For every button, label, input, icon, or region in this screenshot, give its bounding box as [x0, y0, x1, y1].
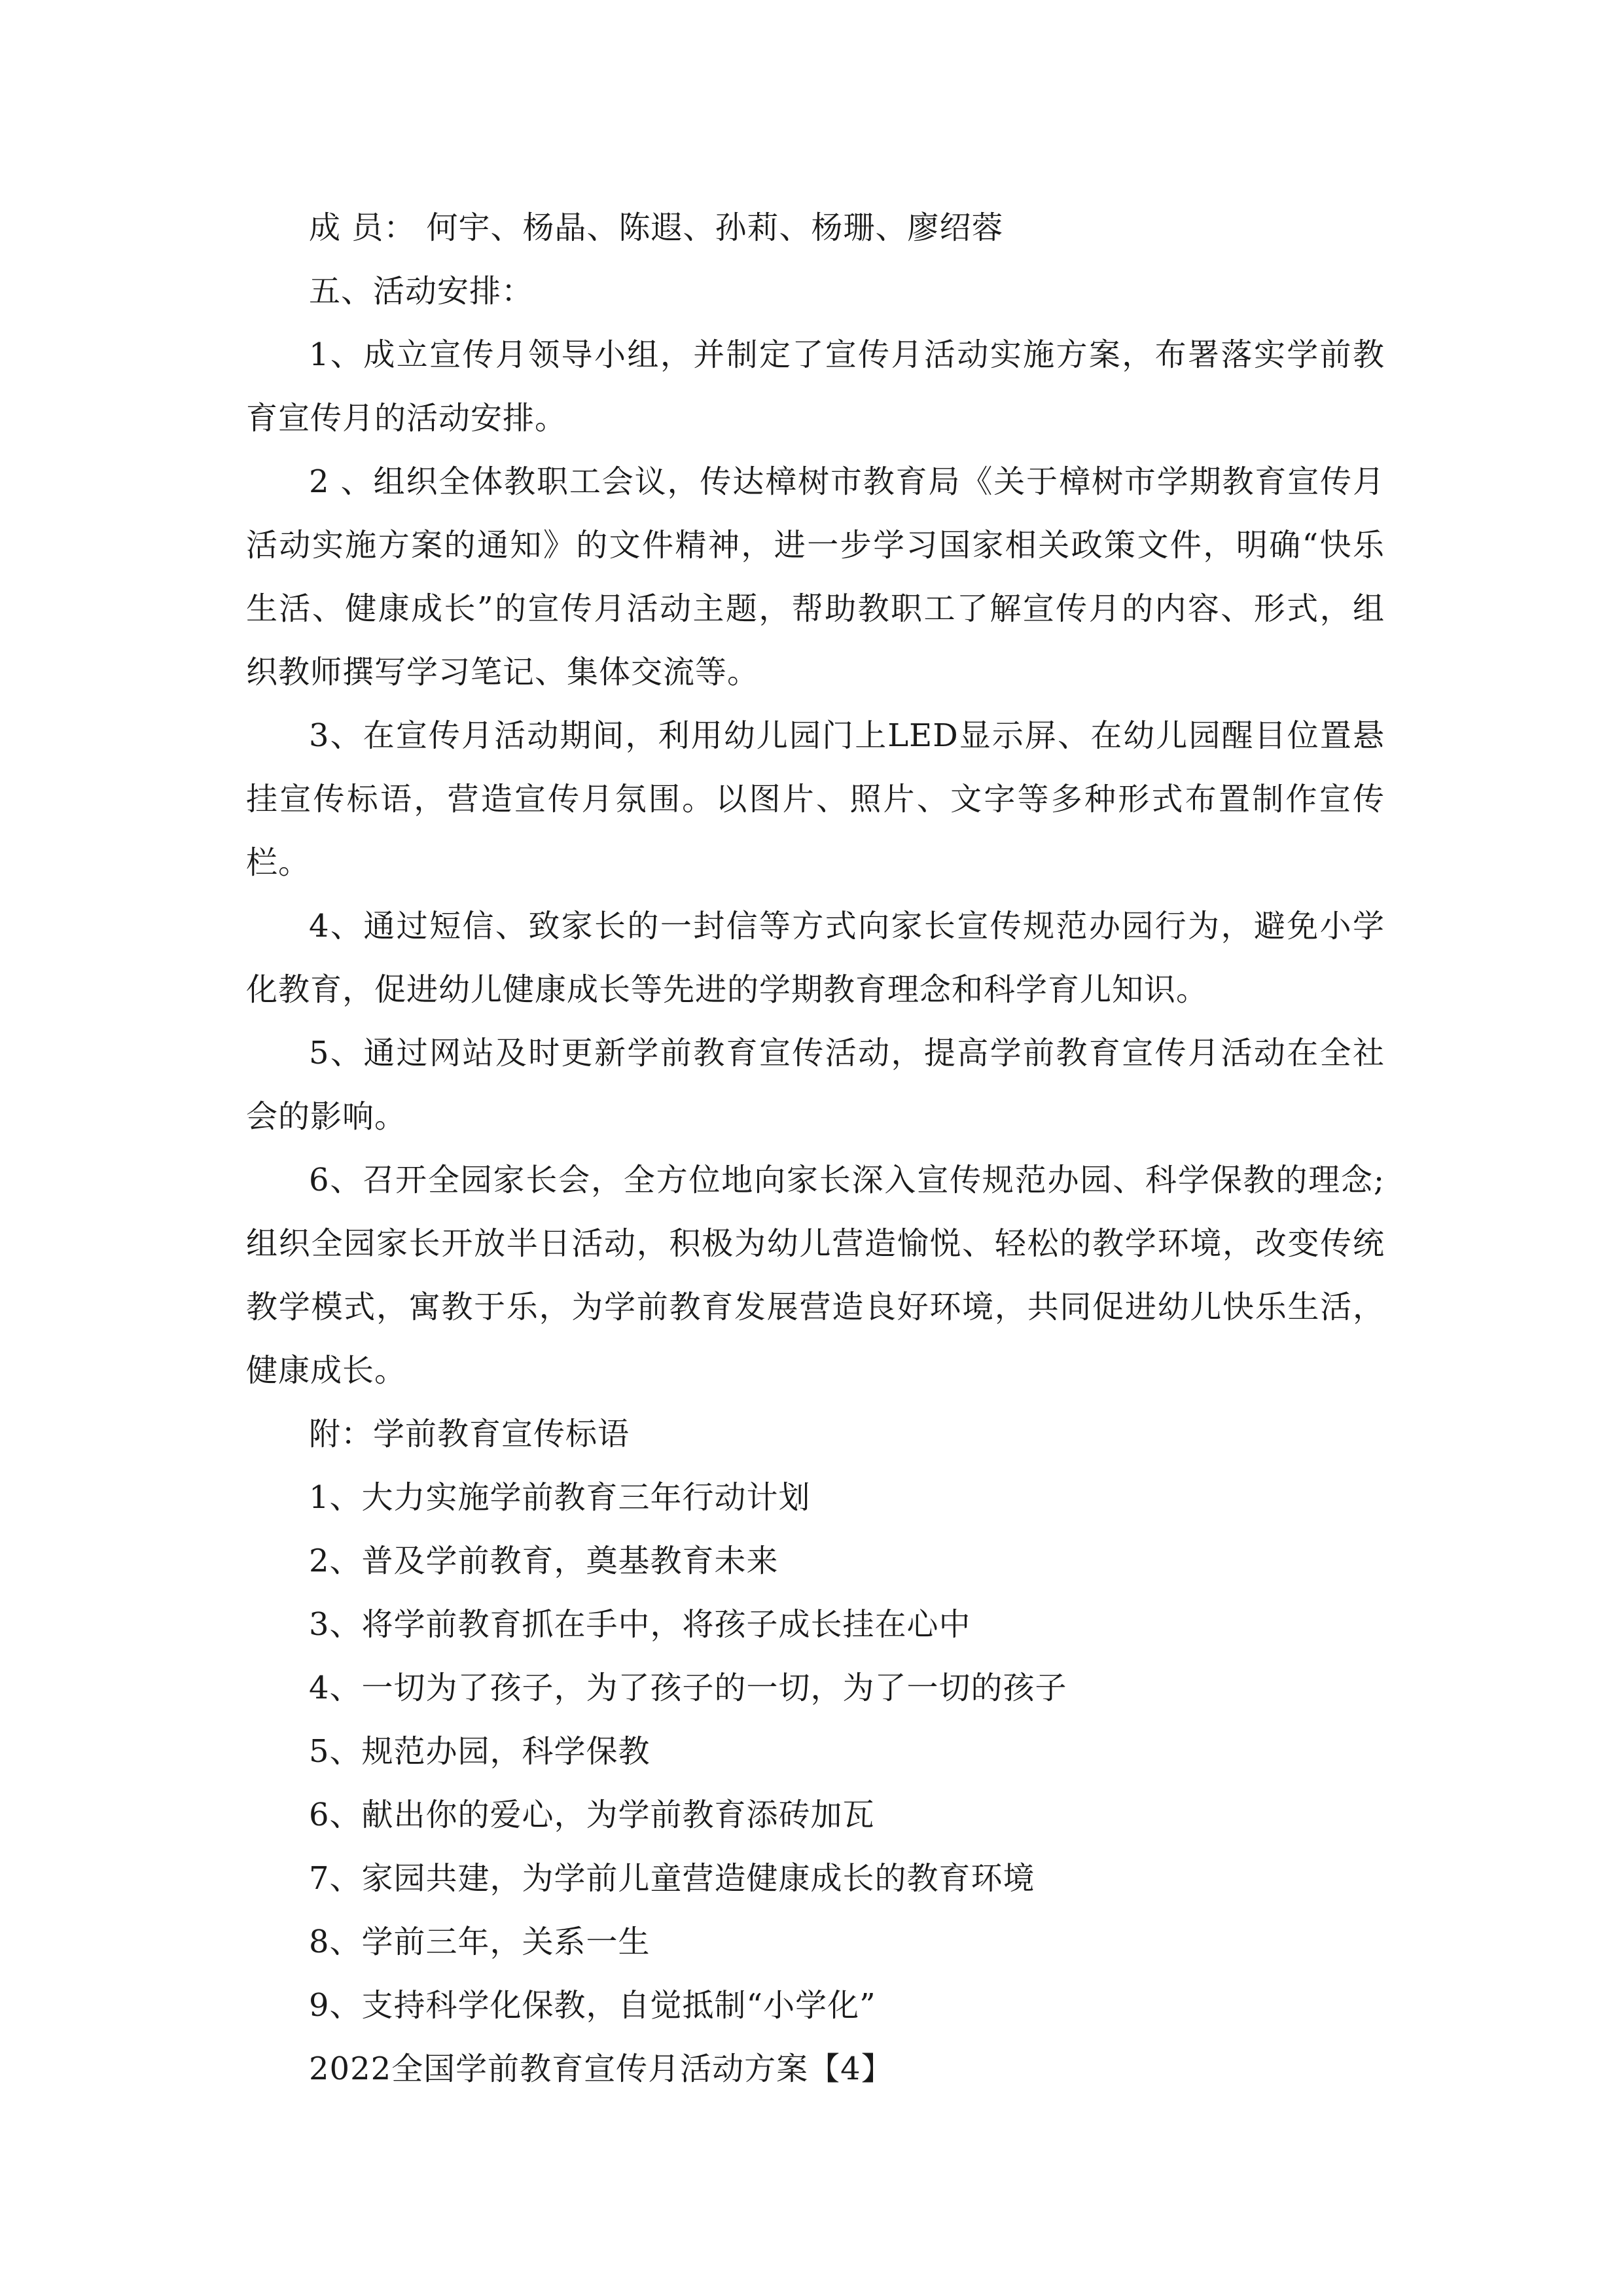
slogan-item: 5、规范办园，科学保教 — [309, 1733, 651, 1770]
activity-paragraph: 3、在宣传月活动期间，利用幼儿园门上LED显示屏、在幼儿园醒目位置悬挂宣传标语，营造宣传月氛围。以图片、照片、文字等多种形式布置制作宣传栏。 — [246, 717, 1385, 881]
activity-paragraph: 5、通过网站及时更新学前教育宣传活动，提高学前教育宣传月活动在全社会的影响。 — [246, 1035, 1385, 1135]
slogan-item: 7、家园共建，为学前儿童营造健康成长的教育环境 — [309, 1860, 1035, 1897]
activity-paragraph: 1、成立宣传月领导小组，并制定了宣传月活动实施方案，布署落实学前教育宣传月的活动安排。 — [246, 336, 1385, 437]
activity-paragraph: 6、召开全园家长会，全方位地向家长深入宣传规范办园、科学保教的理念;组织全园家长开放半日活动，积极为幼儿营造愉悦、轻松的教学环境，改变传统教学模式，寓教于乐，为学前教育发展营造良好环境，共同促进幼儿快乐生活，健康成长。 — [246, 1162, 1385, 1389]
document-body — [246, 196, 1385, 2101]
members-line: 成 员： 何宇、杨晶、陈遐、孙莉、杨珊、廖绍蓉 — [309, 209, 1004, 246]
activity-paragraph: 4、通过短信、致家长的一封信等方式向家长宣传规范办园行为，避免小学化教育，促进幼儿健康成长等先进的学期教育理念和科学育儿知识。 — [246, 908, 1385, 1008]
slogan-item: 8、学前三年，关系一生 — [309, 1924, 651, 1960]
activity-paragraph: 2 、组织全体教职工会议，传达樟树市教育局《关于樟树市学期教育宣传月活动实施方案的通知》的文件精神，进一步学习国家相关政策文件，明确“快乐生活、健康成长”的宣传月活动主题，帮助教职工了解宣传月的内容、形式，组织教师撰写学习笔记、集体交流等。 — [246, 463, 1385, 691]
slogan-item: 3、将学前教育抓在手中，将孩子成长挂在心中 — [309, 1606, 971, 1643]
slogan-item: 2、普及学前教育，奠基教育未来 — [309, 1543, 779, 1579]
next-section-title: 2022全国学前教育宣传月活动方案【4】 — [309, 2051, 893, 2087]
appendix-heading: 附：学前教育宣传标语 — [309, 1416, 630, 1452]
slogan-item: 6、献出你的爱心，为学前教育添砖加瓦 — [309, 1797, 875, 1833]
slogan-item: 1、大力实施学前教育三年行动计划 — [309, 1479, 811, 1516]
slogan-item: 4、一切为了孩子，为了孩子的一切，为了一切的孩子 — [309, 1670, 1067, 1706]
slogan-item: 9、支持科学化保教，自觉抵制“小学化” — [309, 1987, 876, 2024]
section-heading: 五、活动安排： — [309, 273, 534, 310]
